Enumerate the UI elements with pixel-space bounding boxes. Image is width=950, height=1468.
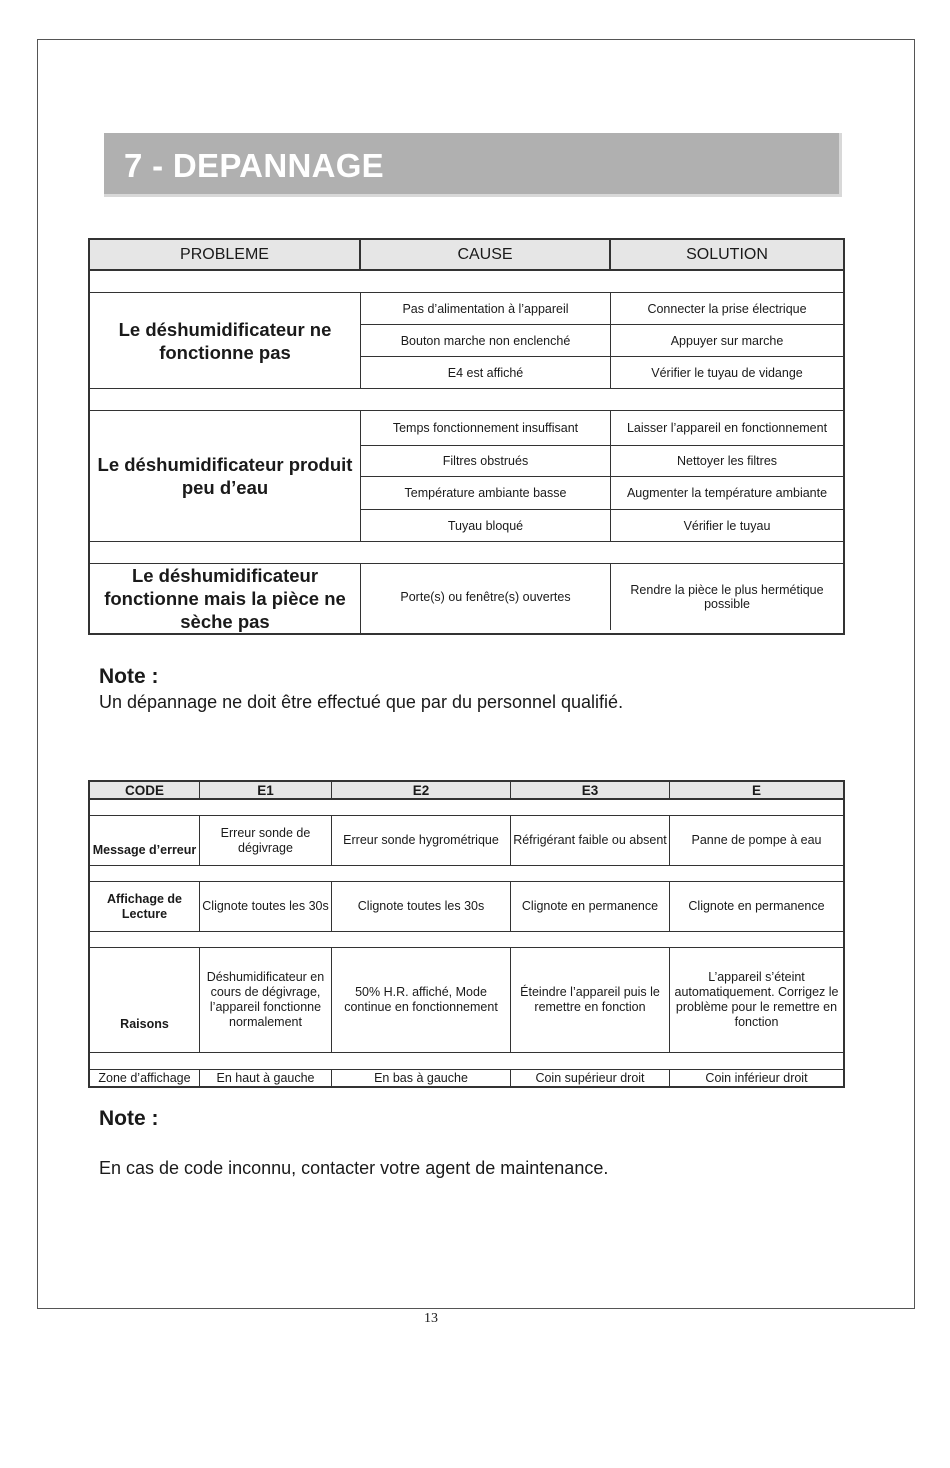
reasons-e3: Éteindre l’appareil puis le remettre en fonction: [511, 948, 670, 1052]
problem-label: Le déshumidificateur produit peu d’eau: [90, 411, 361, 541]
error-code-table: [88, 780, 845, 1088]
problem-group: [90, 564, 843, 633]
message-label: Message d’erreur: [90, 816, 200, 865]
zone-row: [90, 1070, 843, 1086]
table-row: [361, 510, 843, 541]
troubleshooting-table: [88, 238, 845, 635]
solution-cell: Laisser l’appareil en fonctionnement: [626, 421, 828, 435]
message-e2: Erreur sonde hygrométrique: [332, 816, 511, 865]
cause-cell: Bouton marche non enclenché: [361, 325, 611, 356]
zone-e: Coin inférieur droit: [705, 1070, 808, 1085]
note-text: En cas de code inconnu, contacter votre agent de maintenance.: [99, 1158, 609, 1178]
problem-group: [90, 293, 843, 389]
section-title: 7 - DEPANNAGE: [124, 147, 384, 184]
cause-cell: E4 est affiché: [361, 357, 611, 388]
table-row: [361, 446, 843, 477]
solution-cell: Vérifier le tuyau: [683, 518, 771, 533]
table-spacer: [90, 1053, 843, 1070]
reasons-e1: Déshumidificateur en cours de dégivrage, l’appareil fonctionne normalement: [200, 948, 332, 1052]
table-row: [361, 293, 843, 325]
reasons-e: L’appareil s’éteint automatiquement. Corrigez le problème pour le remettre en fonction: [674, 970, 839, 1029]
zone-e3: Coin supérieur droit: [511, 1070, 670, 1086]
note-title: Note :: [99, 1107, 159, 1130]
header-cause: CAUSE: [361, 240, 611, 269]
table-spacer: [90, 800, 843, 816]
cause-cell: Porte(s) ou fenêtre(s) ouvertes: [361, 564, 611, 630]
table-row: [361, 564, 843, 630]
display-e2: Clignote toutes les 30s: [332, 882, 511, 931]
note-text: Un dépannage ne doit être effectué que par du personnel qualifié.: [99, 692, 624, 712]
table-spacer: [90, 389, 843, 411]
table-spacer: [90, 542, 843, 564]
cause-cell: Filtres obstrués: [361, 446, 611, 476]
solution-cell: Augmenter la température ambiante: [626, 486, 828, 500]
display-e3: Clignote en permanence: [511, 882, 670, 931]
reasons-label: Raisons: [90, 948, 200, 1052]
message-row: [90, 816, 843, 866]
table-spacer: [90, 866, 843, 882]
zone-label: Zone d’affichage: [90, 1070, 200, 1086]
display-e: Clignote en permanence: [688, 899, 825, 913]
code-header-row: [90, 782, 843, 800]
page-number: 13: [424, 1311, 438, 1326]
header-code: CODE: [90, 782, 200, 798]
solution-cell: Rendre la pièce le plus hermétique possible: [630, 583, 824, 611]
table-spacer: [90, 932, 843, 948]
solution-cell: Nettoyer les filtres: [676, 454, 778, 468]
header-e1: E1: [200, 782, 332, 798]
cause-cell: Temps fonctionnement insuffisant: [361, 411, 611, 445]
reasons-row: [90, 948, 843, 1053]
table-header: [90, 240, 843, 271]
header-e: E: [751, 782, 761, 798]
cause-cell: Température ambiante basse: [361, 477, 611, 509]
cause-cell: Tuyau bloqué: [361, 510, 611, 541]
note-title: Note :: [99, 665, 159, 688]
table-row: [361, 411, 843, 446]
message-e1: Erreur sonde de dégivrage: [200, 816, 332, 865]
problem-group: [90, 411, 843, 542]
reasons-e2: 50% H.R. affiché, Mode continue en fonctionnement: [332, 948, 511, 1052]
message-e3: Réfrigérant faible ou absent: [511, 816, 670, 865]
message-e: Panne de pompe à eau: [691, 833, 822, 847]
table-row: [361, 325, 843, 357]
section-title-bar: [104, 133, 842, 197]
header-problem: PROBLEME: [90, 240, 361, 269]
table-row: [361, 357, 843, 388]
header-e3: E3: [511, 782, 670, 798]
solution-cell: Appuyer sur marche: [670, 333, 784, 348]
header-solution: SOLUTION: [686, 245, 768, 263]
problem-label: Le déshumidificateur fonctionne mais la pièce ne sèche pas: [90, 564, 361, 633]
cause-cell: Pas d’alimentation à l’appareil: [361, 293, 611, 324]
display-e1: Clignote toutes les 30s: [200, 882, 332, 931]
display-row: [90, 882, 843, 932]
table-row: [361, 477, 843, 510]
zone-e2: En bas à gauche: [332, 1070, 511, 1086]
display-label: Affichage de Lecture: [90, 882, 200, 931]
solution-cell: Vérifier le tuyau de vidange: [651, 365, 803, 380]
header-e2: E2: [332, 782, 511, 798]
page-frame: [37, 39, 915, 1309]
problem-label: Le déshumidificateur ne fonctionne pas: [90, 293, 361, 388]
zone-e1: En haut à gauche: [200, 1070, 332, 1086]
solution-cell: Connecter la prise électrique: [647, 301, 807, 316]
table-spacer: [90, 271, 843, 293]
